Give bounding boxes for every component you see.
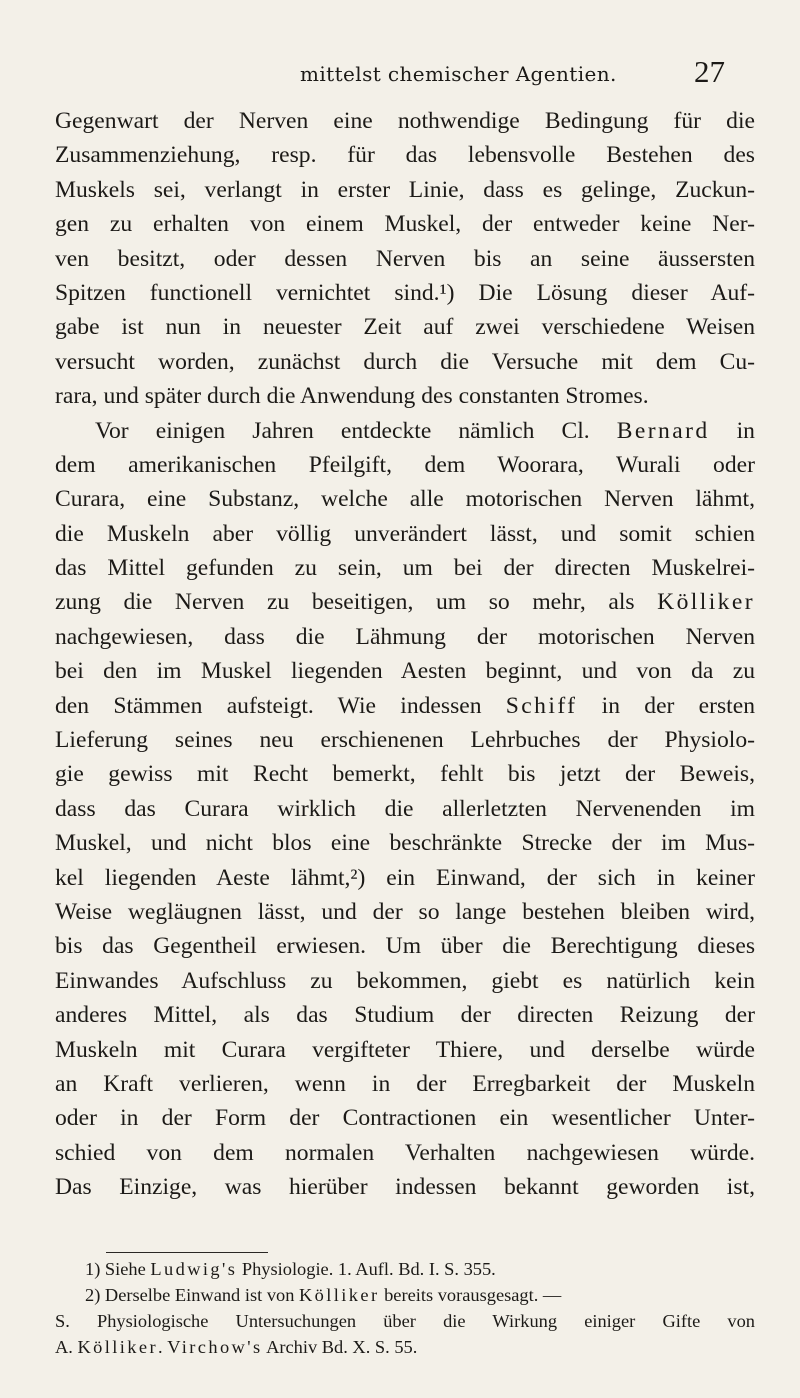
text-line: Gegenwart der Nerven eine nothwendige Bedingung für die xyxy=(55,108,755,134)
text-line: zung die Nerven zu beseitigen, um so mehr, als Kölliker xyxy=(55,589,755,616)
text-line: bis das Gegentheil erwiesen. Um über die Berechtigung dieses xyxy=(55,933,755,960)
text-line: dass das Curara wirklich die allerletzten Nervenenden im xyxy=(55,795,755,822)
text-line: Muskeln mit Curara vergifteter Thiere, und derselbe würde xyxy=(55,1036,755,1063)
text-line: Weise wegläugnen lässt, und der so lange bestehen bleiben wird, xyxy=(55,898,755,925)
text-line: oder in der Form der Contractionen ein wesentlicher Unter- xyxy=(55,1105,755,1132)
text-line: Das Einzige, was hierüber indessen bekannt geworden ist, xyxy=(55,1174,755,1201)
text-line: versucht worden, zunächst durch die Versuche mit dem Cu- xyxy=(55,348,755,375)
text-line: Muskel, und nicht blos eine beschränkte Strecke der im Mus- xyxy=(55,830,755,857)
text-line: gabe ist nun in neuester Zeit auf zwei verschiedene Weisen xyxy=(55,314,755,341)
running-header-title: mittelst chemischer Agentien. xyxy=(300,62,617,86)
text-line: rara, und später durch die Anwendung des constanten Stromes. xyxy=(55,383,649,410)
body-text xyxy=(55,104,755,1205)
text-line: das Mittel gefunden zu sein, um bei der directen Muskelrei- xyxy=(55,555,755,582)
text-line: schied von dem normalen Verhalten nachgewiesen würde. xyxy=(55,1139,755,1166)
text-line: Zusammenziehung, resp. für das lebensvolle Bestehen des xyxy=(55,142,755,169)
text-line: kel liegenden Aeste lähmt,²) ein Einwand, der sich in keiner xyxy=(55,864,755,891)
text-line: an Kraft verlieren, wenn in der Erregbarkeit der Muskeln xyxy=(55,1070,755,1097)
footnote-line: A. Kölliker. Virchow's Archiv Bd. X. S. 55. xyxy=(55,1337,418,1357)
text-line: nachgewiesen, dass die Lähmung der motorischen Nerven xyxy=(55,623,755,650)
text-line: dem amerikanischen Pfeilgift, dem Woorara, Wurali oder xyxy=(55,451,755,478)
page-number: 27 xyxy=(694,54,725,89)
footnote-line: 2) Derselbe Einwand ist von Kölliker bereits vorausgesagt. — xyxy=(85,1285,562,1305)
footnote-line: 1) Siehe Ludwig's Physiologie. 1. Aufl. Bd. I. S. 355. xyxy=(85,1259,496,1279)
text-line: den Stämmen aufsteigt. Wie indessen Schiff in der ersten xyxy=(55,692,755,719)
running-header xyxy=(0,54,800,89)
footnote-separator xyxy=(106,1252,268,1253)
text-line: Spitzen functionell vernichtet sind.¹) Die Lösung dieser Auf- xyxy=(55,279,755,306)
footnote-line: S. Physiologische Untersuchungen über die Wirkung einiger Gifte von xyxy=(55,1311,755,1331)
text-line: ven besitzt, oder dessen Nerven bis an seine äussersten xyxy=(55,245,755,272)
text-line: Vor einigen Jahren entdeckte nämlich Cl. Bernard in xyxy=(95,417,755,444)
text-line: anderes Mittel, als das Studium der directen Reizung der xyxy=(55,1002,755,1029)
text-line: Einwandes Aufschluss zu bekommen, giebt es natürlich kein xyxy=(55,967,755,994)
text-line: Curara, eine Substanz, welche alle motorischen Nerven lähmt, xyxy=(55,486,755,513)
text-line: Lieferung seines neu erschienenen Lehrbuches der Physiolo- xyxy=(55,727,755,754)
text-line: gen zu erhalten von einem Muskel, der entweder keine Ner- xyxy=(55,211,755,238)
text-line: die Muskeln aber völlig unverändert lässt, und somit schien xyxy=(55,520,755,547)
text-line: Muskels sei, verlangt in erster Linie, dass es gelinge, Zuckun- xyxy=(55,176,755,203)
text-line: gie gewiss mit Recht bemerkt, fehlt bis jetzt der Beweis, xyxy=(55,761,755,788)
footnotes xyxy=(55,1256,755,1360)
text-line: bei den im Muskel liegenden Aesten beginnt, und von da zu xyxy=(55,658,755,685)
